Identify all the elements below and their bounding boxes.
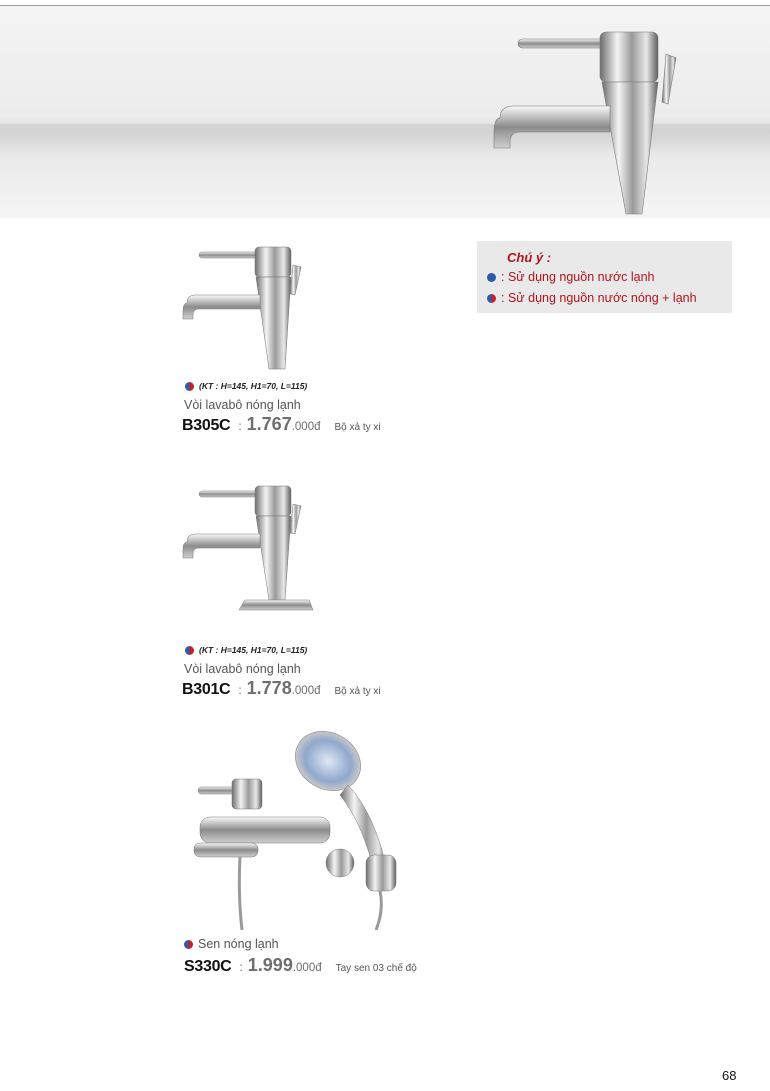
hot-cold-water-dot-icon: [487, 294, 496, 303]
note-text-cold: : Sử dụng nguồn nước lạnh: [501, 270, 655, 284]
product-spec-b305c: (KT : H=145, H1=70, L=115): [185, 381, 307, 391]
product-price-line-s330c: S330C : 1.999.000đ Tay sen 03 chế độ: [184, 955, 417, 975]
price-main: 1.999: [247, 955, 293, 975]
note-item-cold: [487, 270, 655, 284]
price-suffix: .000đ: [291, 421, 321, 433]
page-number: 68: [722, 1068, 737, 1083]
product-price-line-b305c: B305C : 1.767.000đ Bộ xả ty xi: [182, 414, 381, 434]
product-name-b305c: Vòi lavabô nóng lạnh: [184, 398, 301, 412]
legend-note: [477, 241, 732, 313]
product-image-b301c: [175, 482, 315, 614]
product-name-b301c: Vòi lavabô nóng lạnh: [184, 662, 301, 676]
product-code: B305C: [182, 417, 231, 434]
product-code: B301C: [182, 681, 231, 698]
product-code: S330C: [184, 958, 232, 975]
product-extra: Tay sen 03 chế độ: [335, 963, 417, 974]
product-extra: Bộ xả ty xi: [334, 422, 381, 433]
hot-cold-water-dot-icon: [184, 940, 193, 949]
product-spec-b301c: (KT : H=145, H1=70, L=115): [185, 645, 307, 655]
hot-cold-water-dot-icon: [185, 646, 194, 655]
note-item-hot-cold: [487, 291, 697, 305]
price-main: 1.767: [246, 414, 292, 434]
hero-faucet-image: [480, 24, 690, 222]
product-image-s330c: [180, 725, 420, 930]
product-price-line-b301c: B301C : 1.778.000đ Bộ xả ty xi: [182, 678, 381, 698]
note-title: Chú ý :: [507, 250, 552, 265]
hot-cold-water-dot-icon: [185, 382, 194, 391]
price-main: 1.778: [246, 678, 292, 698]
product-extra: Bộ xả ty xi: [334, 686, 381, 697]
note-text-hot-cold: : Sử dụng nguồn nước nóng + lạnh: [501, 291, 697, 305]
product-image-b305c: [175, 243, 310, 371]
hero-banner: [0, 6, 770, 218]
product-name-s330c: Sen nóng lạnh: [184, 937, 279, 951]
cold-water-dot-icon: [487, 273, 496, 282]
price-suffix: .000đ: [292, 962, 322, 974]
price-suffix: .000đ: [291, 685, 321, 697]
